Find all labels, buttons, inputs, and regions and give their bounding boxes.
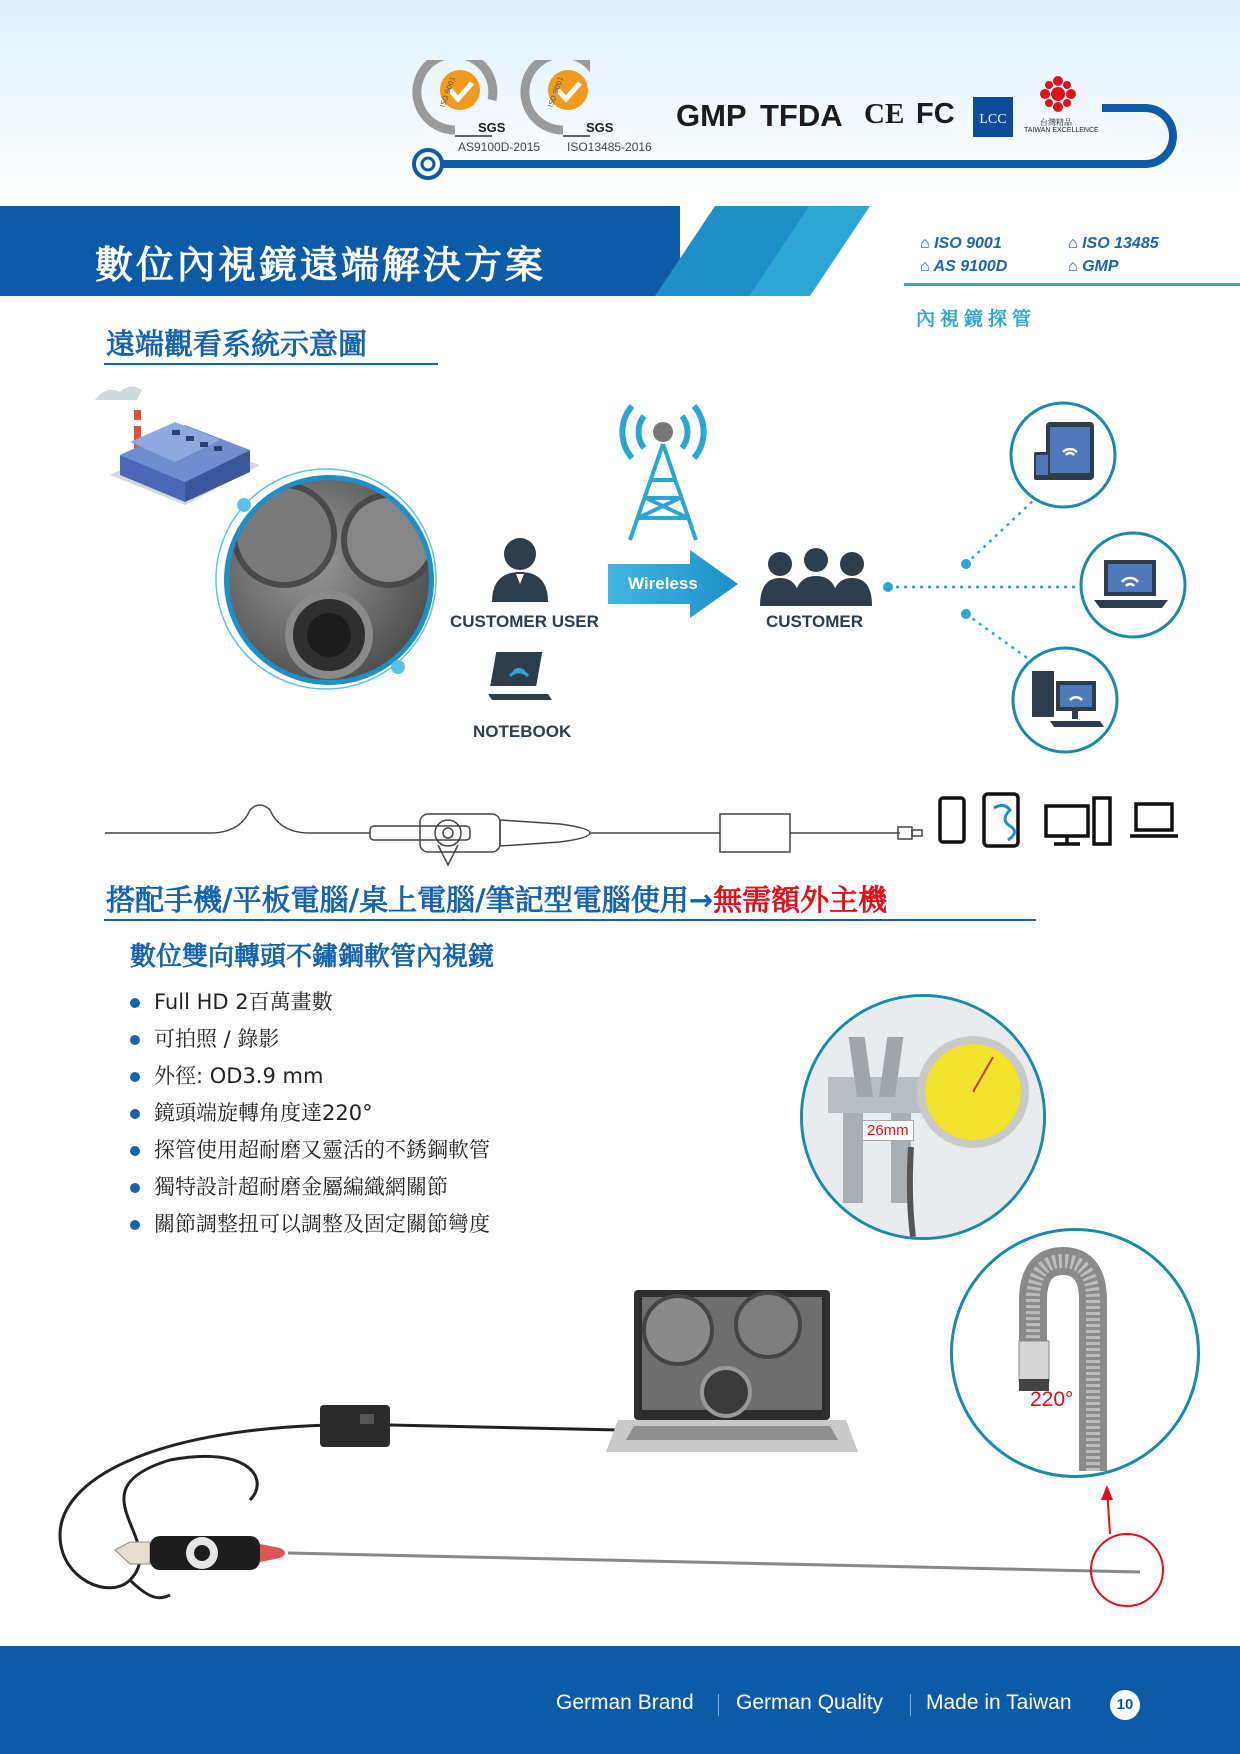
- bullet-icon: [130, 1183, 140, 1193]
- standard-iso9001: ⌂ ISO 9001: [920, 235, 1002, 252]
- standard-gmp: ⌂ GMP: [1068, 258, 1119, 275]
- product-name: 數位雙向轉頭不鏽鋼軟管內視鏡: [130, 942, 495, 972]
- bullet-icon: [130, 1109, 140, 1119]
- page-number: 10: [1110, 1690, 1140, 1720]
- feature-item: 探管使用超耐磨又靈活的不銹鋼軟管: [130, 1134, 490, 1164]
- gmp-mark: GMP: [676, 98, 747, 133]
- tw-excellence-en: TAIWAN EXCELLENCE: [1024, 127, 1099, 134]
- category-label: 內視鏡探管: [916, 308, 1037, 330]
- grad-cap-icon: ⌂: [1068, 235, 1083, 252]
- view-circle-ring: [212, 465, 440, 693]
- caliper-image: [803, 997, 1043, 1237]
- usage-heading: [106, 878, 887, 919]
- feature-item: 可拍照 / 錄影: [130, 1023, 279, 1053]
- footer-item-quality: German Quality: [736, 1691, 884, 1714]
- usage-heading-underline: [104, 919, 1036, 921]
- notebook-icon: [488, 642, 558, 712]
- customer-user-icon: [490, 536, 550, 606]
- tfda-mark: TFDA: [760, 98, 843, 133]
- standard-iso13485: ⌂ ISO 13485: [1068, 235, 1159, 252]
- sgs-mark-1: SGS: [478, 120, 506, 135]
- wifi-tower-icon: [610, 398, 710, 543]
- cert-bar-line: [410, 100, 1190, 180]
- iso-seal-text: ISO 9001: [438, 75, 458, 109]
- bullet-icon: [130, 1072, 140, 1082]
- grad-cap-icon: ⌂: [920, 235, 935, 252]
- standards-underline: [904, 283, 1240, 286]
- bend-angle-label: 220°: [1030, 1388, 1074, 1411]
- notebook-label: NOTEBOOK: [473, 722, 572, 741]
- diagram-heading-underline: [104, 363, 438, 365]
- svg-text:LCC: LCC: [979, 112, 1007, 127]
- bullet-icon: [130, 998, 140, 1008]
- footer-divider: [718, 1694, 719, 1716]
- ce-mark: CE: [864, 98, 905, 130]
- footer-divider: [910, 1694, 911, 1716]
- fc-mark: FC: [916, 98, 955, 130]
- usage-heading-text: 搭配手機/平板電腦/桌上電腦/筆記型電腦使用→: [106, 883, 714, 917]
- feature-item: 外徑: OD3.9 mm: [130, 1060, 323, 1090]
- customer-group-icon: [758, 548, 874, 608]
- desktop-device-icon: [1010, 645, 1120, 755]
- tw-excellence-cn: 台灣精品: [1040, 118, 1072, 127]
- as9100-label: AS9100D-2015: [458, 140, 541, 154]
- caliper-measure-label: 26mm: [862, 1120, 914, 1141]
- grad-cap-icon: ⌂: [920, 258, 934, 275]
- feature-item: 獨特設計超耐磨金屬編織網關節: [130, 1171, 448, 1201]
- laptop-device-icon: [1078, 530, 1188, 640]
- wireless-label: Wireless: [628, 574, 698, 593]
- feature-item: 鏡頭端旋轉角度達220°: [130, 1097, 373, 1127]
- iso-seal-text-2: ISO 9001: [546, 75, 566, 109]
- bullet-icon: [130, 1220, 140, 1230]
- banner-stripes: [610, 206, 890, 296]
- tablet-device-icon: [1008, 400, 1118, 510]
- bullet-icon: [130, 1035, 140, 1045]
- footer-item-brand: German Brand: [556, 1691, 694, 1714]
- feature-item: Full HD 2百萬畫數: [130, 986, 333, 1016]
- caliper-photo-circle: [800, 994, 1046, 1240]
- footer-item-origin: Made in Taiwan: [926, 1691, 1072, 1714]
- endoscope-product-photo: [50, 1280, 1190, 1620]
- page-title: 數位內視鏡遠端解決方案: [95, 243, 547, 287]
- customer-label: CUSTOMER: [766, 612, 863, 631]
- customer-user-label: CUSTOMER USER: [450, 612, 599, 631]
- iso13485-label: ISO13485-2016: [567, 140, 652, 154]
- usage-heading-highlight: 無需額外主機: [713, 883, 888, 917]
- bullet-icon: [130, 1146, 140, 1156]
- diagram-heading: 遠端觀看系統示意圖: [106, 327, 368, 361]
- sgs-mark-2: SGS: [586, 120, 614, 135]
- device-icons-row: [936, 792, 1181, 850]
- grad-cap-icon: ⌂: [1068, 258, 1083, 275]
- feature-item: 關節調整扭可以調整及固定關節彎度: [130, 1208, 490, 1238]
- standard-as9100d: ⌂ AS 9100D: [920, 258, 1008, 275]
